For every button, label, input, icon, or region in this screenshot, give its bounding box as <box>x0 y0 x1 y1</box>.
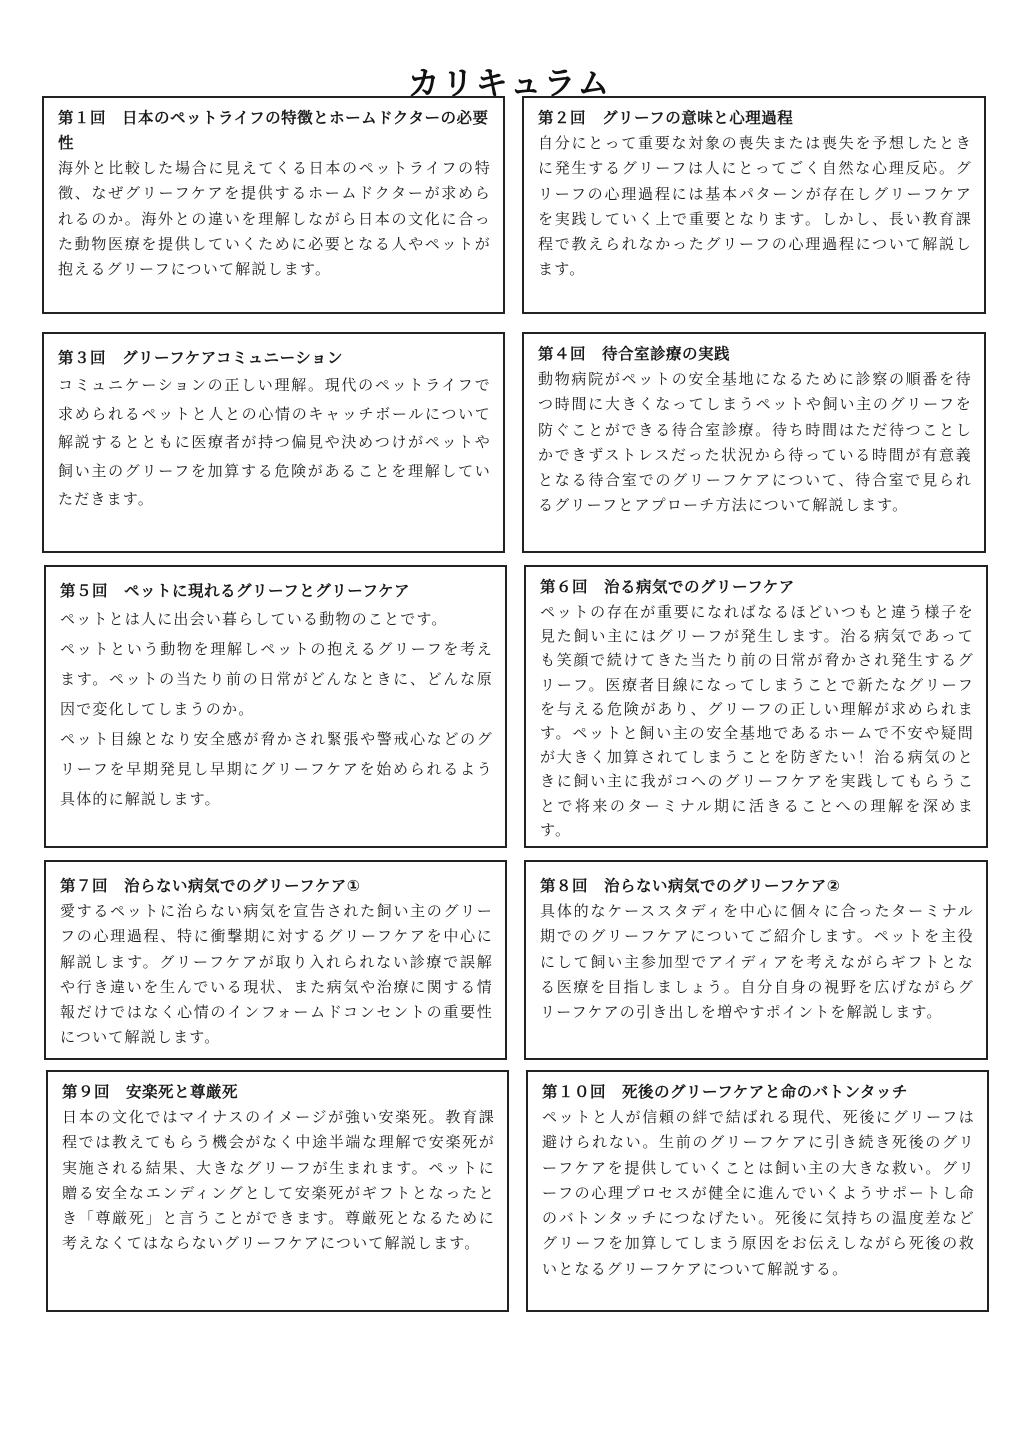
session-box-2 <box>522 96 986 314</box>
session-box-1 <box>42 96 505 314</box>
session-body: コミュニケーションの正しい理解。現代のペットライフで求められるペットと人との心情のキャッチボールについて解説するとともに医療者が持つ偏見や決めつけがペットや飼い主のグリーフを加算する危険があることを理解していただきます。 <box>58 376 491 508</box>
session-body: 愛するペットに治らない病気を宣告された飼い主のグリーフの心理過程、特に衝撃期に対するグリーフケアを中心に解説します。グリーフケアが取り入れられない診療で誤解や行き違いを生んでいる現状、また病気や治療に関する情報だけではなく心情のインフォームドコンセントの重要性について解説します。 <box>60 902 493 1047</box>
session-heading: 第７回 治らない病気でのグリーフケア① <box>60 877 361 895</box>
session-box-3 <box>42 332 505 553</box>
session-heading: 第４回 待合室診療の実践 <box>538 345 731 363</box>
session-heading: 第３回 グリーフケアコミュニーション <box>58 349 344 367</box>
session-heading: 第１回 日本のペットライフの特徴とホームドクターの必要性 <box>58 109 489 152</box>
session-box-4 <box>522 332 986 553</box>
session-box-8 <box>524 860 988 1060</box>
page-title: カリキュラム <box>407 64 612 102</box>
session-box-6 <box>524 565 988 848</box>
session-body: ペットと人が信頼の絆で結ばれる現代、死後にグリーフは避けられない。生前のグリーフケアに引き続き死後のグリーフケアを提供していくことは飼い主の大きな救い。グリーフの心理プロセスが健全に進んでいくようサポートし命のバトンタッチにつなげたい。死後に気持ちの温度差などグリーフを加算してしまう原因をお伝えしながら死後の救いとなるグリーフケアについて解説する。 <box>542 1108 975 1278</box>
session-box-5 <box>44 565 507 848</box>
session-body: ペットの存在が重要になればなるほどいつもと違う様子を見た飼い主にはグリーフが発生します。治る病気であっても笑顔で続けてきた当たり前の日常が脅かされ発生するグリーフ。医療者目線になってしまうことで新たなグリーフを与える危険があり、グリーフの正しい理解が求められます。ペットと飼い主の安全基地であるホームで不安や疑問が大きく加算されてしまうことを防ぎたい！治る病気のときに飼い主に我がコへのグリーフケアを実践してもらうことで将来のターミナル期に活きることへの理解を深めます。 <box>540 603 974 839</box>
session-heading: 第９回 安楽死と尊厳死 <box>62 1083 239 1101</box>
session-heading: 第５回 ペットに現れるグリーフとグリーフケア <box>60 582 410 600</box>
session-box-7 <box>44 860 507 1060</box>
session-box-9 <box>46 1070 509 1312</box>
session-heading: 第１０回 死後のグリーフケアと命のバトンタッチ <box>542 1083 908 1101</box>
session-body: 自分にとって重要な対象の喪失または喪失を予想したときに発生するグリーフは人にとってごく自然な心理反応。グリーフの心理過程には基本パターンが存在しグリーフケアを実践していく上で重要となります。しかし、長い教育課程で教えられなかったグリーフの心理過程について解説します。 <box>538 134 972 279</box>
session-heading: 第２回 グリーフの意味と心理過程 <box>538 109 794 127</box>
session-body: ペットとは人に出会い暮らしている動物のことです。 ペットという動物を理解しペットの抱えるグリーフを考えます。ペットの当たり前の日常がどんなときに、どんな原因で変化してしまうのか。 ペット目線となり安全感が脅かされ緊張や警戒心などのグリーフを早期発見し早期にグリーフケアを始められるよう具体的に解説します。 <box>60 610 493 808</box>
session-heading: 第８回 治らない病気でのグリーフケア② <box>540 877 841 895</box>
session-box-10 <box>526 1070 989 1312</box>
session-body: 日本の文化ではマイナスのイメージが強い安楽死。教育課程では教えてもらう機会がなく中途半端な理解で安楽死が実施される結果、大きなグリーフが生まれます。ペットに贈る安全なエンディングとして安楽死がギフトとなったとき「尊厳死」と言うことができます。尊厳死となるために考えなくてはならないグリーフケアについて解説します。 <box>62 1108 495 1253</box>
session-body: 海外と比較した場合に見えてくる日本のペットライフの特徴、なぜグリーフケアを提供するホームドクターが求められるのか。海外との違いを理解しながら日本の文化に合った動物医療を提供していくために必要となる人やペットが抱えるグリーフについて解説します。 <box>58 159 491 279</box>
session-body: 具体的なケーススタディを中心に個々に合ったターミナル期でのグリーフケアについてご紹介します。ペットを主役にして飼い主参加型でアイディアを考えながらギフトとなる医療を目指しましょう。自分自身の視野を広げながらグリーフケアの引き出しを増やすポイントを解説します。 <box>540 902 974 1022</box>
session-heading: 第６回 治る病気でのグリーフケア <box>540 578 795 596</box>
session-body: 動物病院がペットの安全基地になるために診察の順番を待つ時間に大きくなってしまうペットや飼い主のグリーフを防ぐことができる待合室診療。待ち時間はただ待つことしかできずストレスだった状況から待っている時間が有意義となる待合室でのグリーフケアについて、待合室で見られるグリーフとアプローチ方法について解説します。 <box>538 370 972 515</box>
